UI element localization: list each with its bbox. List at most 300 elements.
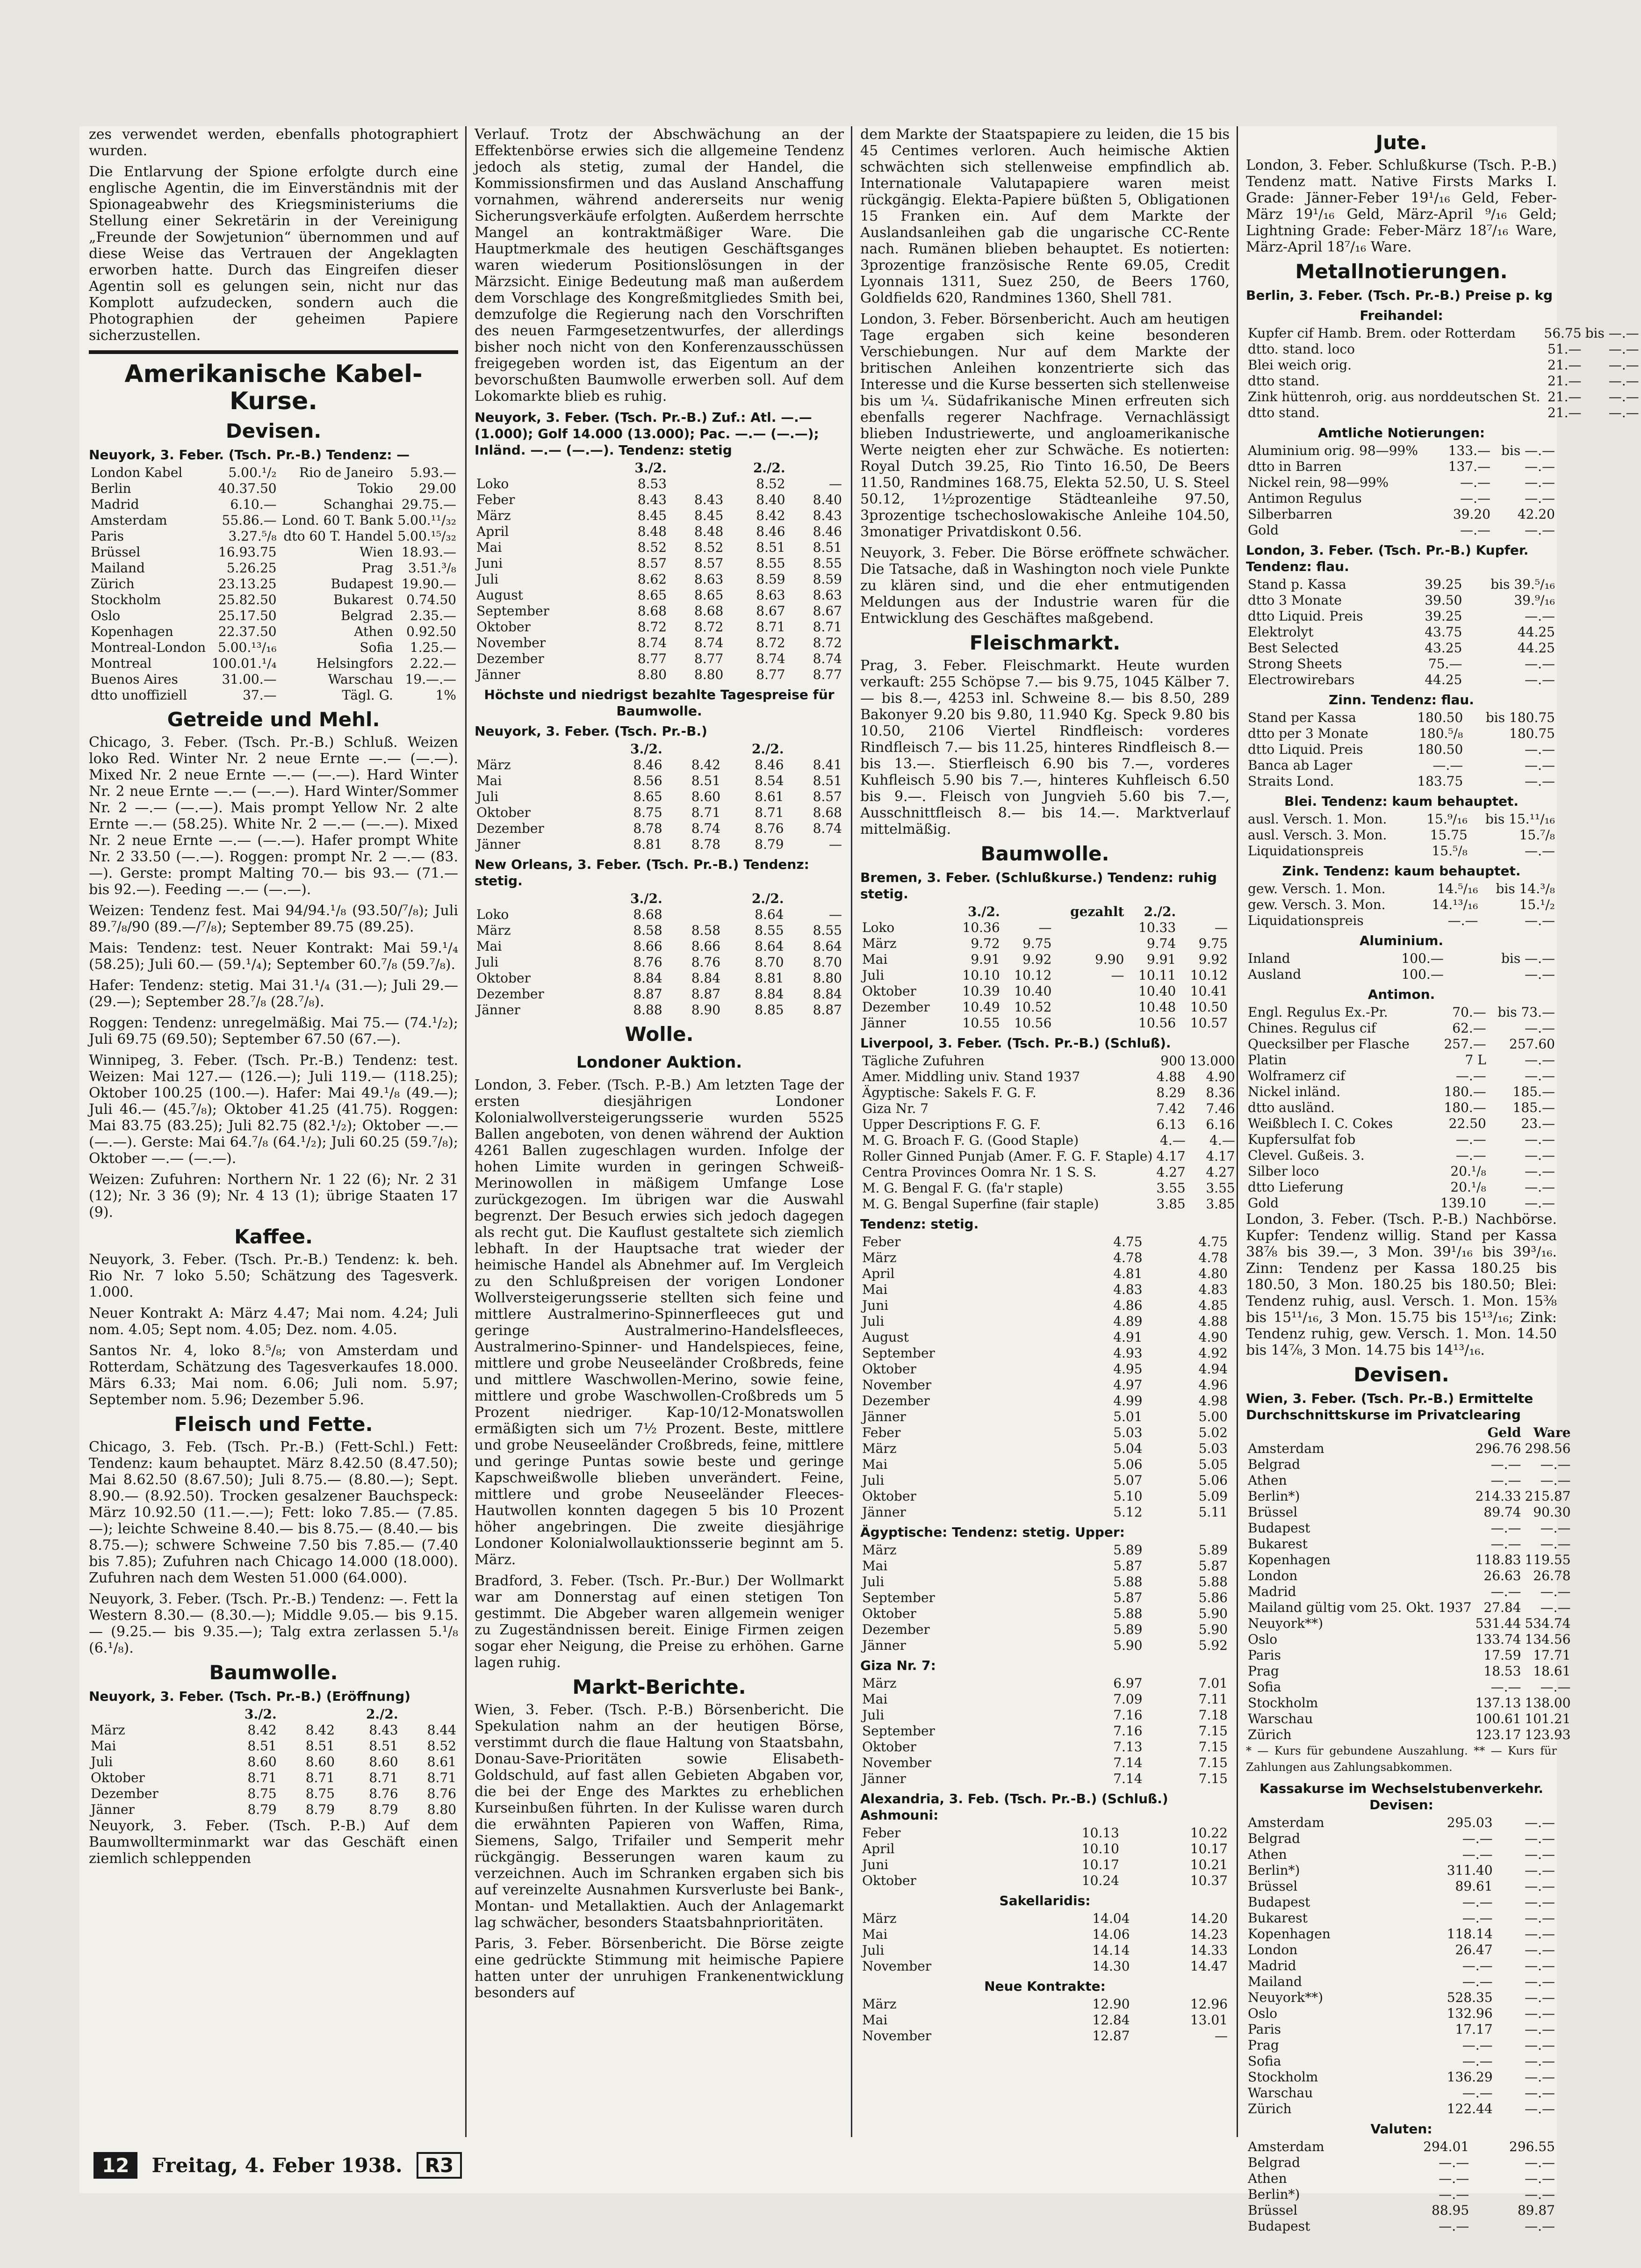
row-label: gew. Versch. 3. Mon. xyxy=(1248,897,1386,912)
metal-row xyxy=(1246,742,1557,758)
row-value: 19.—.— xyxy=(405,672,456,687)
row-value: 8.40 xyxy=(756,492,785,507)
row-value: 89.87 xyxy=(1517,2203,1555,2218)
row-value: —.— xyxy=(1608,405,1639,420)
row-label: Oktober xyxy=(476,970,531,986)
ashmouni-row xyxy=(860,1857,1230,1873)
row-label: Jänner xyxy=(476,667,520,682)
amtlich-table xyxy=(1246,443,1557,538)
row-value: 5.02 xyxy=(1198,1425,1228,1440)
row-label: ausl. Versch. 3. Mon. xyxy=(1248,827,1387,843)
column-header: 3./2. xyxy=(968,904,1000,919)
giza-row xyxy=(860,1691,1230,1707)
row-value: 8.56 xyxy=(633,773,662,788)
row-value: 8.72 xyxy=(637,619,667,635)
metal-row xyxy=(1246,773,1557,789)
row-label: Athen xyxy=(1248,2171,1287,2186)
row-value: 4.86 xyxy=(1113,1298,1143,1313)
table-header xyxy=(475,741,844,757)
row-value: 8.77 xyxy=(813,667,842,682)
row-value: —.— xyxy=(1540,1679,1571,1695)
row-value: —.— xyxy=(1490,1520,1521,1536)
intro-paragraph-2: Die Entlarvung der Spione erfolgte durch eine englische Agentin, die im Einverständnis mit der Spionageabwehr des Kriegsministeriums die Stellung einer Sekretärin in der Vereinigung „Freunde der Sowjetunion“ übernommen und auf diese Weise das Vertrauen der Angeklagten erworben hatte. Durch das Eingreifen dieser Agentin soll es gelungen sein, nicht nur das Komplott aufzudecken, sondern auch die Photographien der geheimen Papiere sicherzustellen. xyxy=(89,164,458,344)
row-value: 14.04 xyxy=(1092,1911,1130,1926)
row-value: 8.55 xyxy=(755,923,784,938)
row-value: 9.72 xyxy=(971,936,1000,951)
metal-row xyxy=(1246,608,1557,624)
cotton-row xyxy=(475,524,844,540)
row-value: 8.71 xyxy=(756,619,785,635)
row-value: 531.44 xyxy=(1475,1616,1521,1631)
devisen-row xyxy=(1246,1616,1573,1632)
row-value xyxy=(664,907,722,923)
row-label: Sofia xyxy=(1248,1679,1281,1695)
column-header xyxy=(400,1706,458,1722)
hoechst-heading: Höchste und niedrigst bezahlte Tagespreise für Baumwolle. xyxy=(484,687,835,719)
row-value: —.— xyxy=(1540,1520,1571,1536)
row-value: 14.⁵/₁₆ xyxy=(1437,881,1478,896)
row-value: 4.78 xyxy=(1198,1250,1228,1265)
row-value: 8.71 xyxy=(813,619,842,635)
row-label: Feber xyxy=(862,1425,901,1440)
row-value: —.— xyxy=(1540,1536,1571,1552)
row-value: 4.80 xyxy=(1198,1266,1228,1281)
wien-subheading: Wien, 3. Feber. (Tsch. Pr.-B.) Ermittelte Durchschnittskurse im Privatclearing xyxy=(1246,1391,1533,1423)
row-label: Oslo xyxy=(91,608,121,623)
column-header xyxy=(664,891,722,907)
column-header: 3./2. xyxy=(634,460,667,476)
row-value: 8.88 xyxy=(633,1002,662,1018)
row-value: 4.75 xyxy=(1198,1234,1228,1250)
row-value: 5.86 xyxy=(1198,1590,1228,1605)
baumwolle-note: Neuyork, 3. Feber. (Tsch. P.-B.) Auf dem Baumwollterminmarkt war das Geschäft einen ziemlich schleppenden xyxy=(89,1818,458,1867)
row-value: 5.07 xyxy=(1113,1473,1143,1488)
row-value: Prag xyxy=(362,560,393,576)
row-value: 8.74 xyxy=(691,821,721,836)
row-value: —.— xyxy=(1525,2037,1555,2053)
row-value: 8.51 xyxy=(247,1738,277,1754)
row-value: 4.96 xyxy=(1198,1377,1228,1393)
row-value: 88.95 xyxy=(1432,2203,1469,2218)
row-value: —.— xyxy=(1525,608,1555,624)
cotton-row xyxy=(475,540,844,556)
row-value: 5.87 xyxy=(1198,1558,1228,1574)
row-value: —.— xyxy=(1525,2006,1555,2021)
markt-paragraph: Wien, 3. Feber. (Tsch. P.-B.) Börsenbericht. Die Spekulation nahm an der heutigen Börse, verstimmt durch die flaue Haltung von Staatsbahn, Donau-Save-Prioritäten sowie Elisabeth-Goldschuld, auf fast allen Gebieten Abgaben vor, die bei der Enge des Marktes zu erheblichen Kurseinbußen führten. In der Kulisse waren durch die erwähnten Papieren von Waffen, Rima, Siemens, Salgo, Trifailer und Semperit mehr rückgängig. Besserungen waren kaum zu verzeichnen. Auch im Schranken ergaben sich bis auf vereinzelte Ausnahmen Kursverluste bei Bank-, Montan- und Metallaktien. Auch der Anlagemarkt lag schwächer, besonders Staatsbahnprioritäten. xyxy=(475,1702,844,1931)
row-value: 8.46 xyxy=(633,757,662,773)
row-value: 8.65 xyxy=(637,587,667,603)
row-value: bis 15.¹¹/₁₆ xyxy=(1485,811,1555,827)
row-value: 8.74 xyxy=(637,635,667,650)
row-label: September xyxy=(862,1590,935,1605)
baumwolle-row xyxy=(89,1738,458,1754)
row-value: bis 14.³/₈ xyxy=(1496,881,1555,896)
row-value: —.— xyxy=(1525,843,1555,859)
row-value: 20.¹/₈ xyxy=(1450,1179,1486,1195)
row-label: Jänner xyxy=(862,1015,906,1031)
table-header xyxy=(1246,1425,1573,1441)
liverpool-month-row xyxy=(860,1298,1230,1314)
metal-row xyxy=(1246,640,1557,656)
cotton-row xyxy=(475,821,844,837)
row-value: 4.94 xyxy=(1198,1361,1228,1377)
row-value: —.— xyxy=(1462,1847,1493,1862)
row-value: —.— xyxy=(1540,1457,1571,1472)
new-orleans-subheading: New Orleans, 3. Feber. (Tsch. Pr.-B.) Tendenz: stetig. xyxy=(475,857,809,888)
metall-heading: Metallnotierungen. xyxy=(1295,260,1508,283)
getreide-paragraph: Weizen: Tendenz fest. Mai 94/94.¹/₈ (93.50/⁷/₈); Juli 89.⁷/₈/90 (89.—/⁷/₈); September 89.75 (89.25). xyxy=(89,903,458,935)
bremen-row xyxy=(860,920,1230,936)
devisen-row xyxy=(1246,1663,1573,1679)
row-value: 180.⁵/₈ xyxy=(1419,726,1463,741)
row-value: —.— xyxy=(1455,1148,1486,1163)
aluminium-table xyxy=(1246,951,1557,982)
row-value: 9.75 xyxy=(1022,936,1052,951)
devisen-row xyxy=(1246,1958,1557,1974)
row-value: 8.85 xyxy=(755,1002,784,1018)
devisen-row xyxy=(1246,1990,1557,2006)
devisen-row xyxy=(1246,1679,1573,1695)
row-label: Kopenhagen xyxy=(91,624,173,639)
row-label: Montreal xyxy=(91,656,152,671)
row-label: Silberbarren xyxy=(1248,506,1332,522)
row-value: —.— xyxy=(1525,1020,1555,1036)
row-label: Mailand xyxy=(1248,1974,1302,1989)
row-label: November xyxy=(862,2028,932,2044)
row-value: —.— xyxy=(1525,1132,1555,1147)
row-label: Oktober xyxy=(476,619,531,635)
row-label: Jänner xyxy=(862,1409,906,1424)
devisen-row xyxy=(1246,1568,1573,1584)
row-label: Madrid xyxy=(91,497,139,512)
row-value: 137.13 xyxy=(1475,1695,1521,1711)
devisen-row xyxy=(1246,1552,1573,1568)
row-value: 5.88 xyxy=(1198,1574,1228,1589)
section-divider xyxy=(89,350,458,354)
row-value: —.— xyxy=(1525,1148,1555,1163)
row-value: 5.93.— xyxy=(410,465,456,480)
devisen-row xyxy=(1246,1647,1573,1663)
row-value: Warschau xyxy=(328,672,393,687)
baumwolle-row xyxy=(89,1770,458,1786)
column-header xyxy=(1002,904,1054,920)
row-value: —.— xyxy=(1525,1878,1555,1894)
row-value: Belgrad xyxy=(340,608,393,623)
row-value: 6.16 xyxy=(1206,1117,1235,1132)
row-value: 17.59 xyxy=(1483,1647,1521,1663)
row-value: 10.56 xyxy=(1138,1015,1176,1031)
row-value: 180.— xyxy=(1444,1084,1486,1099)
row-label: Oslo xyxy=(1248,1632,1278,1647)
baumwolle-heading: Baumwolle. xyxy=(209,1661,338,1684)
row-label: Dezember xyxy=(862,1622,930,1637)
devisen-row xyxy=(89,560,458,576)
row-label: dtto per 3 Monate xyxy=(1248,726,1368,741)
liverpool-month-row xyxy=(860,1441,1230,1457)
devisen-row xyxy=(1246,1632,1573,1647)
row-value: 100.— xyxy=(1401,951,1444,966)
row-value: —.— xyxy=(1525,2069,1555,2085)
row-value: 7.14 xyxy=(1113,1771,1143,1786)
page-footer xyxy=(94,2146,462,2184)
row-value: 185.— xyxy=(1512,1100,1555,1115)
row-label: Zürich xyxy=(1248,1727,1292,1742)
row-label: April xyxy=(862,1266,895,1281)
row-value: 5.09 xyxy=(1198,1488,1228,1504)
row-value: 10.55 xyxy=(962,1015,1000,1031)
neue-kontrakte-label: Neue Kontrakte: xyxy=(984,1979,1106,1994)
column-header xyxy=(475,741,601,757)
row-value: 100.61 xyxy=(1475,1711,1521,1726)
row-value: 136.29 xyxy=(1447,2069,1493,2085)
row-value: 4.78 xyxy=(1113,1250,1143,1265)
row-value: 8.67 xyxy=(813,603,842,619)
column-header xyxy=(279,1706,337,1722)
row-label: Kupfersulfat fob xyxy=(1248,1132,1356,1147)
row-value: 8.77 xyxy=(694,651,724,666)
row-value: 8.55 xyxy=(813,556,842,571)
row-label: Feber xyxy=(476,492,515,507)
row-value: 8.77 xyxy=(637,651,667,666)
row-label: März xyxy=(862,1676,897,1691)
row-value: 23.— xyxy=(1521,1116,1555,1131)
row-value: 10.24 xyxy=(1081,1873,1119,1888)
row-label: Amsterdam xyxy=(91,513,167,528)
row-value: 3.55 xyxy=(1156,1180,1186,1196)
column-header: 2./2. xyxy=(753,460,785,476)
row-label: Berlin xyxy=(91,481,131,496)
row-value: —.— xyxy=(1490,1536,1521,1552)
zinn-label: Zinn. Tendenz: flau. xyxy=(1329,692,1474,708)
row-value: 5.88 xyxy=(1113,1574,1143,1589)
row-value: —.— xyxy=(1540,1584,1571,1599)
column-header xyxy=(786,741,844,757)
row-label: März xyxy=(862,1911,897,1926)
row-value: 8.87 xyxy=(633,986,662,1002)
row-label: Prag xyxy=(1248,2037,1279,2053)
row-value: 8.80 xyxy=(637,667,667,682)
kaffee-paragraph: Neuyork, 3. Feber. (Tsch. Pr.-B.) Tendenz: k. beh. Rio Nr. 7 loko 5.50; Schätzung des Tagesverk. 1.000. xyxy=(89,1251,458,1300)
row-value: 10.39 xyxy=(962,983,1000,999)
upper-row xyxy=(860,1590,1230,1606)
devisen-row xyxy=(1246,1847,1557,1863)
row-value: 133.— xyxy=(1448,443,1491,458)
giza-row xyxy=(860,1723,1230,1739)
row-label: Dezember xyxy=(91,1786,158,1801)
row-value: 26.78 xyxy=(1533,1568,1571,1583)
row-value: 8.46 xyxy=(756,524,785,539)
row-value: 257.— xyxy=(1444,1036,1486,1052)
row-label: Kupfer cif Hamb. Brem. oder Rotterdam xyxy=(1248,325,1516,341)
row-label: Tägliche Zufuhren xyxy=(862,1053,985,1069)
antimon-table xyxy=(1246,1004,1557,1211)
devisen-row xyxy=(1246,1584,1573,1600)
row-value: —.— xyxy=(1525,491,1555,506)
row-label: Juli xyxy=(476,789,499,804)
row-label: Neuyork**) xyxy=(1248,1990,1324,2005)
row-value: 8.70 xyxy=(813,954,842,970)
row-label: Mai xyxy=(862,2012,888,2028)
row-value: 900 xyxy=(1160,1053,1186,1069)
devisen-table xyxy=(89,465,458,703)
row-value: 0.74.50 xyxy=(406,592,456,607)
column-header xyxy=(860,904,950,920)
row-label: dtto Lieferung xyxy=(1248,1179,1344,1195)
row-value: —.— xyxy=(1490,1473,1521,1488)
row-value xyxy=(1053,936,1126,952)
row-value: 31.00.— xyxy=(222,672,277,687)
row-value: 5.89 xyxy=(1113,1542,1143,1558)
row-value: 13.01 xyxy=(1190,2012,1228,2028)
sakel-row xyxy=(860,1943,1230,1958)
row-label: Blei weich orig. xyxy=(1248,357,1352,373)
page-number: 12 xyxy=(94,2152,137,2179)
bremen-row xyxy=(860,968,1230,983)
baumwolle-row xyxy=(89,1802,458,1818)
row-label: Athen xyxy=(1248,1847,1287,1862)
row-value: 62.— xyxy=(1452,1020,1486,1036)
row-label: Oktober xyxy=(862,1606,916,1621)
row-value: 8.60 xyxy=(247,1754,277,1770)
column-header: 2./2. xyxy=(366,1706,398,1722)
neuyork-cotton-table xyxy=(475,460,844,683)
neuyork-boerse-paragraph: Neuyork, 3. Feber. Die Börse eröffnete schwächer. Die Tatsache, daß in Washington noch viele Punkte zu klären sind, und die eher entmutigenden Meldungen aus der Industrie waren für die Entwicklung des Geschäftes maßgebend. xyxy=(860,545,1230,627)
row-value: 8.55 xyxy=(756,556,785,571)
row-value: 12.84 xyxy=(1092,2012,1130,2028)
ashmouni-row xyxy=(860,1841,1230,1857)
london-auktion-heading: Londoner Auktion. xyxy=(576,1053,742,1072)
column-1 xyxy=(89,126,458,2137)
fleisch-paragraph: Neuyork, 3. Feber. (Tsch. Pr.-B.) Tendenz: —. Fett la Western 8.30.— (8.30.—); Middle 9.05.— bis 9.15.— (9.25.— bis 9.35.—); Talg extra zerlassen 5.¹/₈ (6.¹/₈). xyxy=(89,1591,458,1656)
row-value: 3.27.⁵/₈ xyxy=(228,528,277,544)
row-value: 27.84 xyxy=(1483,1600,1521,1615)
london-metal-subheading: London, 3. Feber. (Tsch. Pr.-B.) Kupfer. Tendenz: flau. xyxy=(1246,542,1529,574)
row-value: 5.00.¹³/₁₆ xyxy=(218,640,277,655)
row-label: Brüssel xyxy=(1248,1504,1298,1520)
row-label: Madrid xyxy=(1248,1584,1296,1599)
row-value: 10.12 xyxy=(1190,968,1228,983)
row-value: 5.06 xyxy=(1198,1473,1228,1488)
row-value: 43.25 xyxy=(1425,640,1462,656)
row-value: 5.89 xyxy=(1198,1542,1228,1558)
cotton-row xyxy=(475,907,844,923)
kupfer-table xyxy=(1246,577,1557,688)
row-label: November xyxy=(862,1377,932,1393)
row-value: 15.⁹/₁₆ xyxy=(1426,811,1468,827)
row-value: 2.35.— xyxy=(410,608,456,623)
row-label: M. G. Broach F. G. (Good Staple) xyxy=(862,1133,1079,1148)
row-value: 8.59 xyxy=(756,571,785,587)
row-value: 100.01.¹/₄ xyxy=(211,656,277,671)
row-value: 101.21 xyxy=(1525,1711,1571,1726)
baumwolle-row xyxy=(89,1754,458,1770)
row-label: London xyxy=(1248,1568,1298,1583)
metal-row xyxy=(1246,881,1557,897)
row-label: Jänner xyxy=(91,1802,135,1817)
row-value: 4.81 xyxy=(1113,1266,1143,1281)
row-label: Juli xyxy=(476,954,499,970)
row-value: dto 60 T. Handel xyxy=(283,528,393,544)
row-label: Upper Descriptions F. G. F. xyxy=(862,1117,1041,1132)
row-value: 22.37.50 xyxy=(218,624,277,639)
row-value: 8.55 xyxy=(813,923,842,938)
metal-row xyxy=(1246,811,1557,827)
liverpool-month-row xyxy=(860,1345,1230,1361)
row-value: —.— xyxy=(1525,1847,1555,1862)
row-value: 39.⁹/₁₆ xyxy=(1514,592,1555,608)
row-value: —.— xyxy=(1455,1132,1486,1147)
row-label: Nickel rein, 98—99% xyxy=(1248,475,1389,490)
row-value: 18.61 xyxy=(1533,1663,1571,1679)
row-value: 9.74 xyxy=(1146,936,1176,951)
row-value: Rio de Janeiro xyxy=(299,465,393,480)
row-value: 40.37.50 xyxy=(218,481,277,496)
row-label: Loko xyxy=(476,907,509,922)
row-value: —.— xyxy=(1525,1974,1555,1989)
jute-paragraph: London, 3. Feber. Schlußkurse (Tsch. P.-B.) Tendenz matt. Native Firsts Marks I. Grade: Jänner-Feber 19¹/₁₆ Geld, Feber-März 19¹/₁₆ Geld, März-April ⁹/₁₆ Geld; Lightning Grade: Feber-März 18⁷/₁₆ Ware, März-April 18⁷/₁₆ Ware. xyxy=(1246,157,1557,255)
row-value: 55.86.— xyxy=(222,513,277,528)
row-value: —.— xyxy=(1525,1163,1555,1179)
cotton-row xyxy=(475,619,844,635)
row-label: Stand per Kassa xyxy=(1248,710,1356,725)
row-value: 9.91 xyxy=(971,952,1000,967)
upper-row xyxy=(860,1606,1230,1622)
row-label: August xyxy=(476,587,523,603)
row-value: 8.87 xyxy=(691,986,721,1002)
row-label: Oktober xyxy=(862,983,916,999)
row-value: — xyxy=(1038,920,1052,935)
row-value: —.— xyxy=(1447,913,1478,928)
metal-row xyxy=(1246,967,1557,982)
row-value: 29.00 xyxy=(418,481,456,496)
metal-row xyxy=(1246,405,1641,421)
row-label: M. G. Bengal F. G. (fa'r staple) xyxy=(862,1180,1063,1196)
row-value: —.— xyxy=(1525,1863,1555,1878)
row-label: Paris xyxy=(1248,2022,1281,2037)
row-label: Berlin*) xyxy=(1248,2187,1300,2202)
row-label: Amer. Middling univ. Stand 1937 xyxy=(862,1069,1080,1084)
hoechst-subheading: Neuyork, 3. Feber. (Tsch. Pr.-B.) xyxy=(475,723,707,739)
kassakurse-heading: Kassakurse im Wechselstubenverkehr. Devisen: xyxy=(1259,1781,1544,1813)
row-value: 8.52 xyxy=(427,1738,456,1754)
row-label: Weißblech I. C. Cokes xyxy=(1248,1116,1393,1131)
row-value: 4.83 xyxy=(1113,1282,1143,1297)
row-label: Oslo xyxy=(1248,2006,1278,2021)
row-value: 7.15 xyxy=(1198,1771,1228,1786)
devisen-row xyxy=(89,687,458,703)
liverpool-row xyxy=(860,1148,1237,1164)
row-value: — xyxy=(829,476,842,491)
row-value: 8.74 xyxy=(756,651,785,666)
row-value: 8.36 xyxy=(1206,1085,1235,1100)
row-label: September xyxy=(476,603,549,619)
fleischmarkt-paragraph: Prag, 3. Feber. Fleischmarkt. Heute wurden verkauft: 255 Schöpse 7.— bis 9.75, 1045 Kälber 7.— bis 8.—, 4253 inl. Schweine 8.— bis 8.50, 289 Bakonyer 9.20 bis 9.80, 11.940 Kg. Speck 9.80 bis 10.50, 2106 Viertel Rindfleisch: vorderes Rindfleisch 7.— bis 11.25, hinteres Rindfleisch 8.— bis 13.—. Stierfleisch 6.90 bis 7.—, vorderes Kuhfleisch 5.90 bis 7.—, hinteres Kuhfleisch 6.50 bis 9.—. Fleisch von Jungvieh 5.60 bis 7.—, Ausschnittfleisch 8.— bis 14.—. Marktverlauf mittelmäßig. xyxy=(860,657,1230,838)
row-value: 119.55 xyxy=(1525,1552,1571,1567)
liverpool-month-row xyxy=(860,1314,1230,1329)
devisen-row xyxy=(89,497,458,513)
bremen-row xyxy=(860,936,1230,952)
getreide-heading: Getreide und Mehl. xyxy=(167,708,380,731)
row-value: 8.46 xyxy=(813,524,842,539)
row-value: 298.56 xyxy=(1525,1441,1571,1456)
row-value: 14.14 xyxy=(1092,1943,1130,1958)
devisen-row xyxy=(1246,2203,1557,2218)
row-label: April xyxy=(476,524,509,539)
kassakurse-table xyxy=(1246,1815,1557,2117)
row-label: März xyxy=(476,508,511,523)
fleisch-paragraph: Chicago, 3. Feb. (Tsch. Pr.-B.) (Fett-Schl.) Fett: Tendenz: kaum behauptet. März 8.42.50 (8.47.50); Mai 8.62.50 (8.67.50); Juli 8.75.— (8.80.—); Sept. 8.90.— (8.92.50). Trocken gesalzener Bauchspeck: März 10.92.50 (11.—.—); Fett: loko 7.85.— (7.85.—); leichte Schweine 8.40.— bis 8.75.— (8.40.— bis 8.75.—); schwere Schweine 7.50 bis 7.85.— (7.40 bis 7.85); Zufuhren nach Chicago 14.000 (18.000). Zufuhren nach dem Westen 51.000 (64.000). xyxy=(89,1439,458,1586)
cotton-row xyxy=(475,837,844,852)
